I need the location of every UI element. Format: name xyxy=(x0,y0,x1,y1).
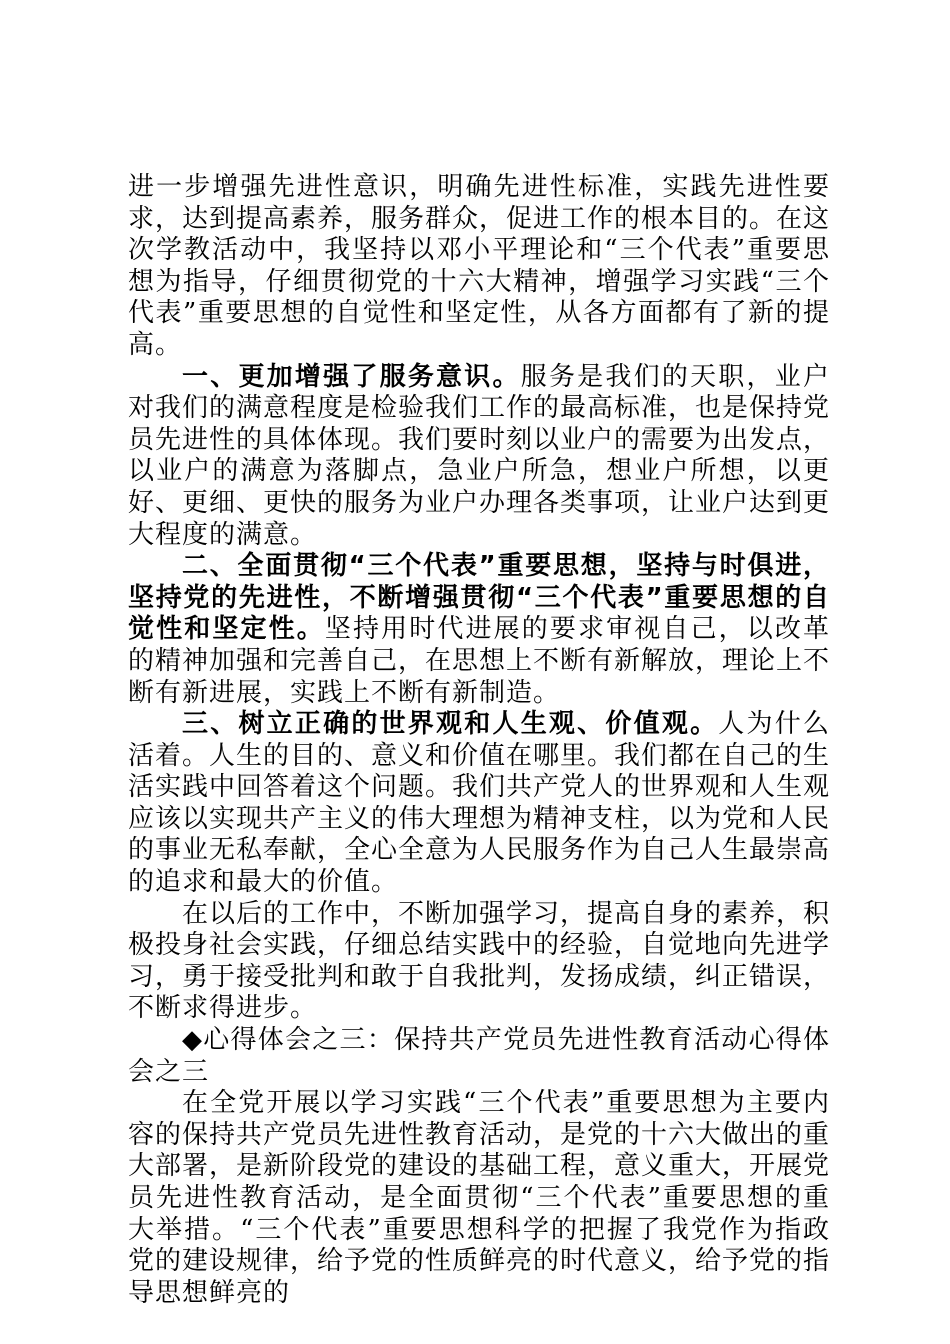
intro-paragraph: 进一步增强先进性意识，明确先进性标准，实践先进性要求，达到提高素养，服务群众，促进工作的根本目的。在这次学教活动中，我坚持以邓小平理论和“三个代表”重要思想为指导，仔细贯彻党的十六大精神，增强学习实践“三个代表”重要思想的自觉性和坚定性，从各方面都有了新的提高。 xyxy=(128,172,831,360)
section-2-body: 坚持用时代进展的要求审视自己，以改革的精神加强和完善自己，在思想上不断有新解放，理论上不断有新进展，实践上不断有新制造。 xyxy=(128,614,831,708)
section-2-paragraph xyxy=(128,551,830,709)
section-2-heading: 二、全面贯彻“三个代表”重要思想，坚持与时俱进，坚持党的先进性，不断增强贯彻“三个代表”重要思想的自觉性和坚定性。 xyxy=(128,551,830,645)
document-body xyxy=(128,172,830,1309)
section-1-body: 服务是我们的天职，业户对我们的满意程度是检验我们工作的最高标准，也是保持党员先进性的具体体现。我们要时刻以业户的需要为出发点，以业户的满意为落脚点，急业户所急，想业户所想，以更好、更细、更快的服务为业户办理各类事项，让业户达到更大程度的满意。 xyxy=(128,361,831,550)
section-3-paragraph xyxy=(128,709,830,899)
conclusion-paragraph: 在以后的工作中，不断加强学习，提高自身的素养，积极投身社会实践，仔细总结实践中的经验，自觉地向先进学习，勇于接受批判和敢于自我批判，发扬成绩，纠正错误，不断求得进步。 xyxy=(128,898,831,1024)
part-3-paragraph: 在全党开展以学习实践“三个代表”重要思想为主要内容的保持共产党员先进性教育活动，是党的十六大做出的重大部署，是新阶段党的建设的基础工程，意义重大，开展党员先进性教育活动，是全面贯彻“三个代表”重要思想的重大举措。“三个代表”重要思想科学的把握了我党作为指政党的建设规律，给予党的性质鲜亮的时代意义，给予党的指导思想鲜亮的 xyxy=(128,1088,831,1308)
section-3-heading: 三、树立正确的世界观和人生观、价值观。 xyxy=(182,709,719,740)
section-3-body: 人为什么活着。人生的目的、意义和价值在哪里。我们都在自己的生活实践中回答着这个问题。我们共产党人的世界观和人生观应该以实现共产主义的伟大理想为精神支柱，以为党和人民的事业无私奉献，全心全意为人民服务作为自己人生最崇高的追求和最大的价值。 xyxy=(128,709,831,898)
section-1-heading: 一、更加增强了服务意识。 xyxy=(182,361,521,392)
subtitle-paragraph: ◆心得体会之三：保持共产党员先进性教育活动心得体会之三 xyxy=(128,1025,830,1087)
section-1-paragraph xyxy=(128,362,830,552)
